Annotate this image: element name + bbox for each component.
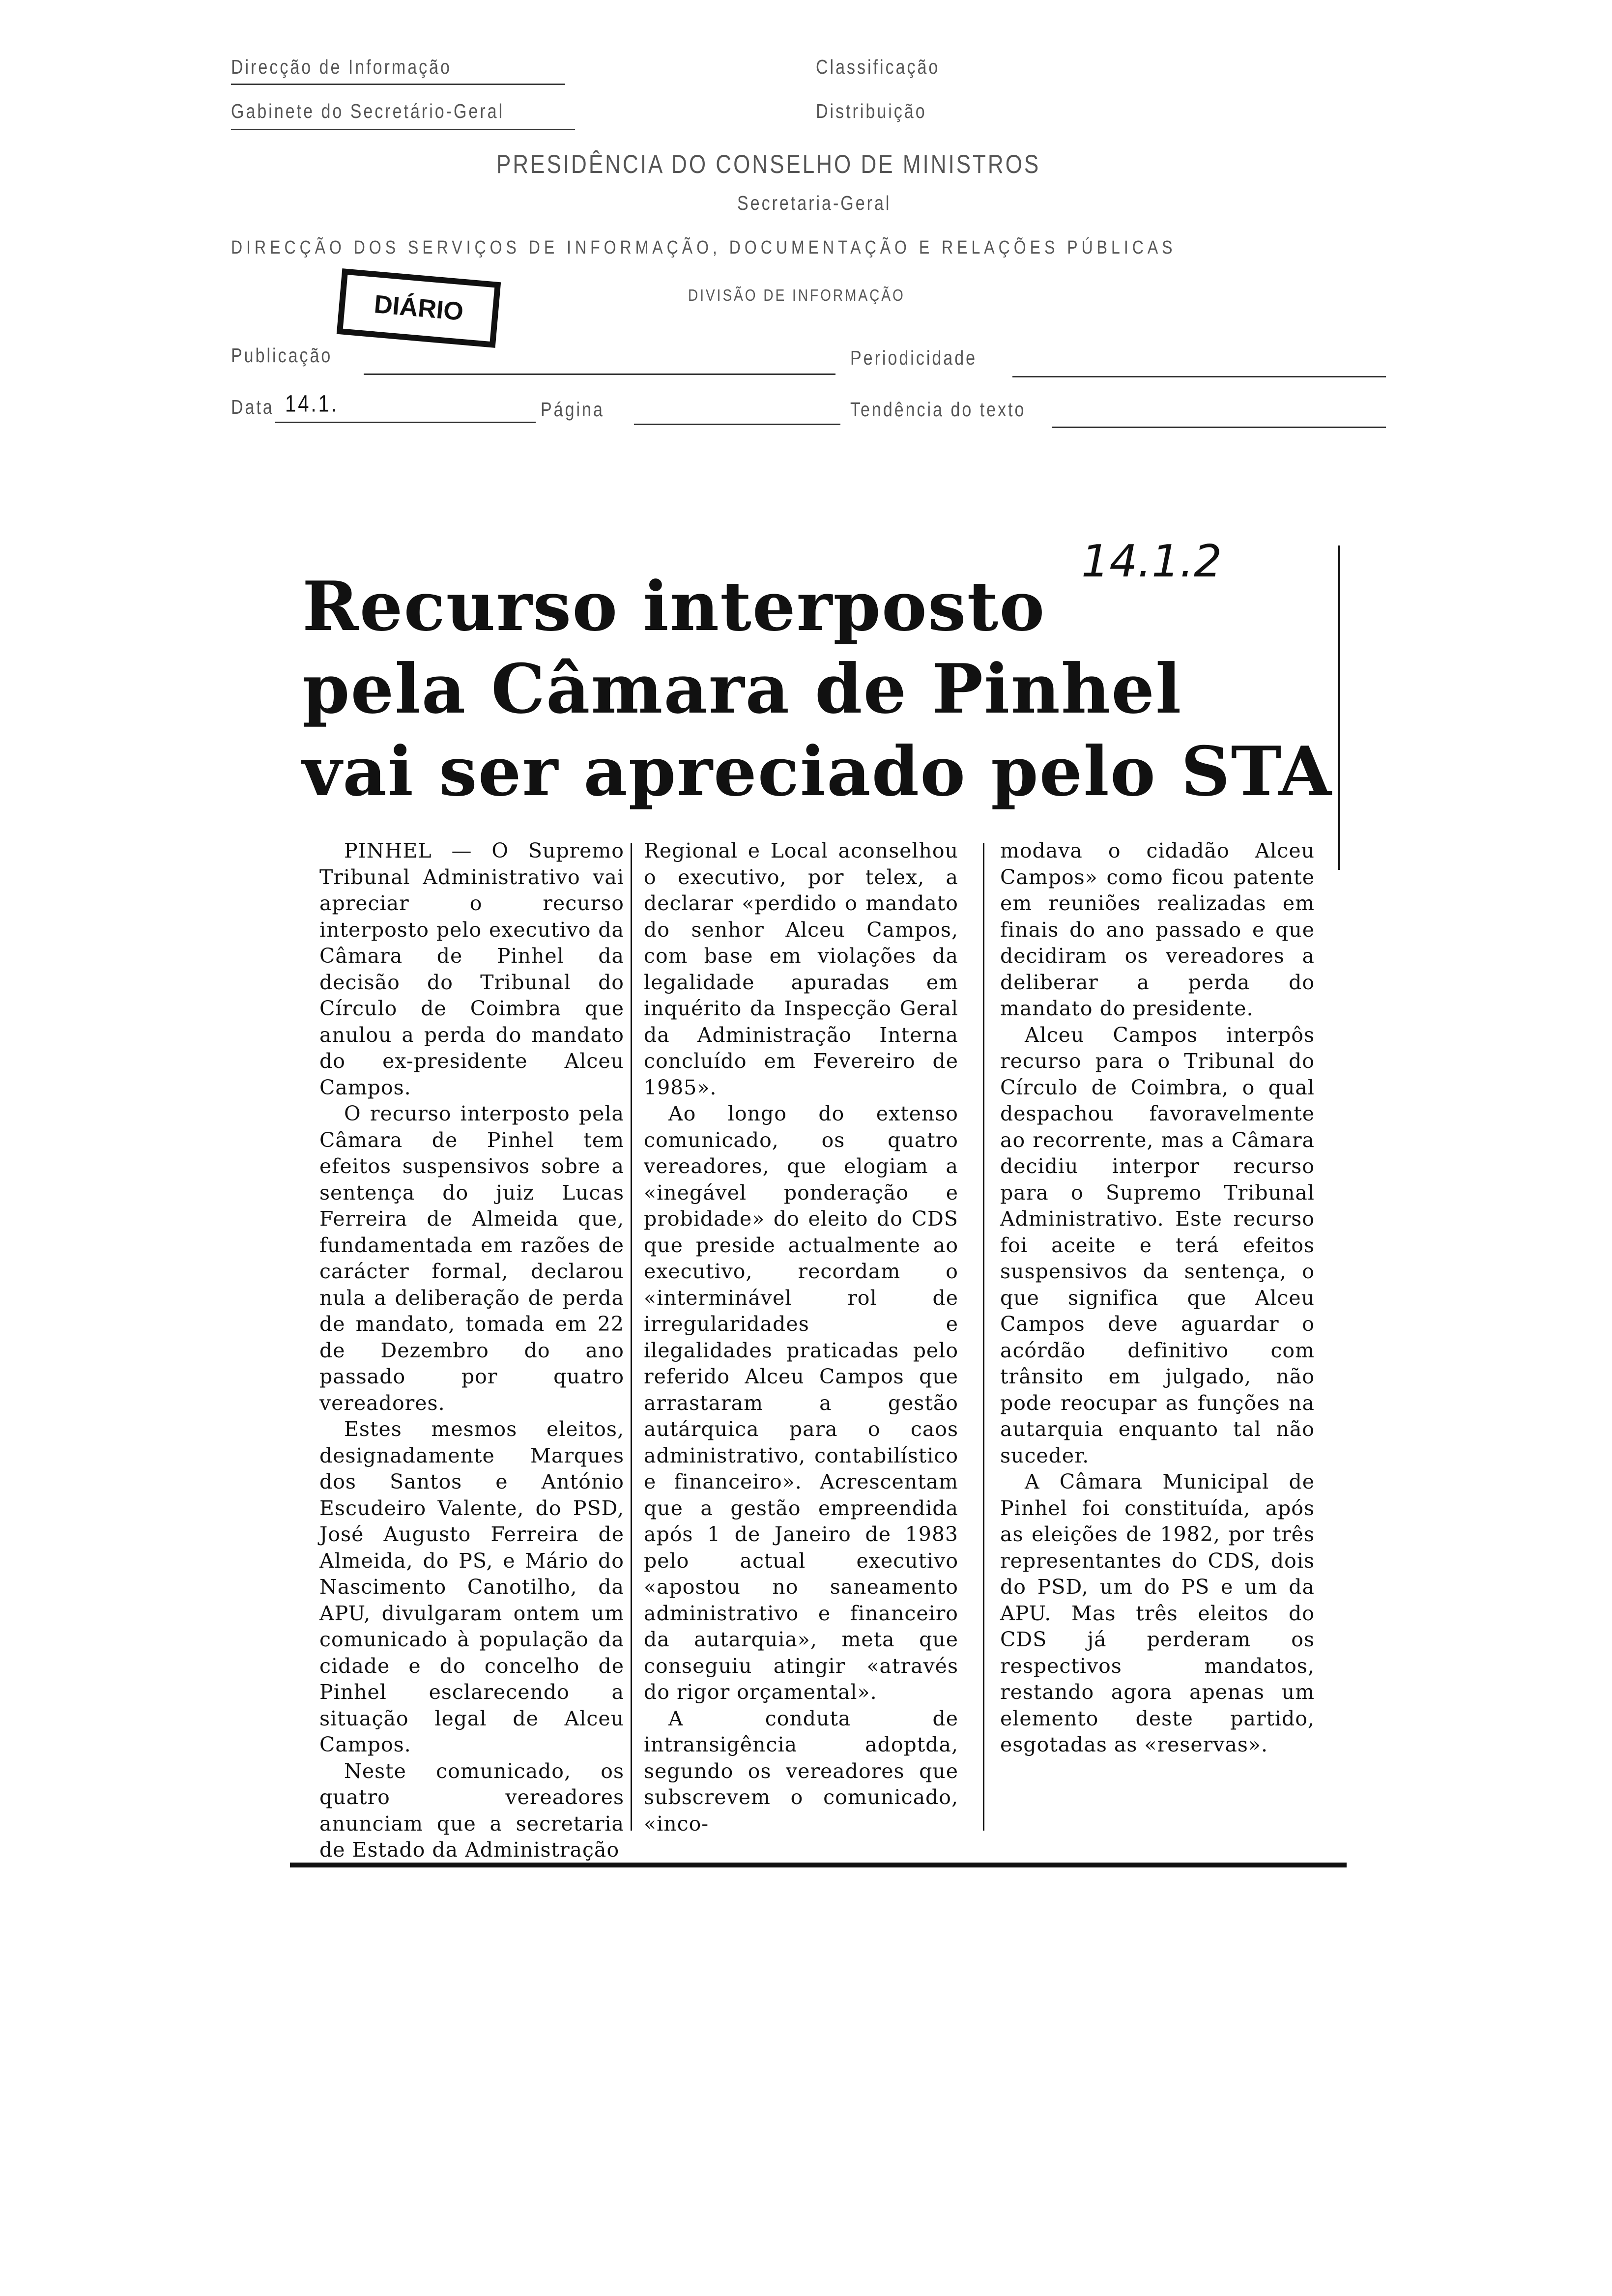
paragraph: A conduta de intransigência adoptda, segundo os vereadores que subscrevem o comunicado, «inco-: [644, 1706, 958, 1836]
paragraph: A Câmara Municipal de Pinhel foi constituída, após as eleições de 1982, por três representantes do CDS, dois do PSD, um do PS e um da APU. Mas três eleitos do CDS já perderam os respectivos mandatos, restando agora apenas um elemento deste partido, esgotadas as «reservas».: [1000, 1470, 1315, 1756]
publication-label: Publicação: [231, 344, 333, 367]
paragraph: Alceu Campos interpôs recurso para o Tribunal do Círculo de Coimbra, o qual despachou favoravelmente ao recorrente, mas a Câmara decidiu interpor recurso para o Supremo Tribunal Administrativo. Este recurso foi aceite e terá efeitos suspensivos da sentença, o que significa que Alceu Campos deve aguardar o acórdão definitivo com trânsito em julgado, não pode reocupar as funções na autarquia enquanto tal não suceder.: [1000, 1023, 1315, 1467]
publication-field: [364, 373, 835, 375]
ministry-heading: PRESIDÊNCIA DO CONSELHO DE MINISTROS: [496, 150, 1041, 179]
classification-label: Classificação: [816, 56, 940, 79]
date-value: 14.1.: [285, 391, 339, 417]
column-divider: [983, 843, 984, 1831]
secretariat-heading: Secretaria-Geral: [737, 192, 892, 215]
directorate-heading: DIRECÇÃO DOS SERVIÇOS DE INFORMAÇÃO, DOCUMENTAÇÃO E RELAÇÕES PÚBLICAS: [231, 236, 1177, 258]
tendency-field: [1052, 427, 1386, 428]
division-heading: DIVISÃO DE INFORMAÇÃO: [688, 286, 905, 304]
paragraph: modava o cidadão Alceu Campos» como ficou patente em reuniões realizadas em finais do ano passado e que decidiram os vereadores a deliberar a perda do mandato do presidente.: [1000, 839, 1315, 1020]
paragraph: PINHEL — O Supremo Tribunal Administrativo vai apreciar o recurso interposto pelo executivo da Câmara de Pinhel da decisão do Tribunal do Círculo de Coimbra que anulou a perda do mandato do ex-presidente Alceu Campos.: [319, 839, 624, 1099]
article-headline: [302, 565, 1334, 813]
periodicity-label: Periodicidade: [850, 347, 978, 370]
diario-stamp: DIÁRIO: [337, 268, 501, 348]
date-field: [275, 422, 536, 423]
paragraph: Neste comunicado, os quatro vereadores anunciam que a secretaria de Estado da Administração: [319, 1759, 624, 1862]
paragraph: Estes mesmos eleitos, designadamente Marques dos Santos e António Escudeiro Valente, do PSD, José Augusto Ferreira de Almeida, do PS, e Mário do Nascimento Canotilho, da APU, divulgaram ontem um comunicado à população da cidade e do concelho de Pinhel esclarecendo a situação legal de Alceu Campos.: [319, 1417, 624, 1756]
article-column-2: [644, 838, 958, 1837]
headline-line-2: pela Câmara de Pinhel: [302, 649, 1182, 729]
paragraph: O recurso interposto pela Câmara de Pinhel tem efeitos suspensivos sobre a sentença do juiz Lucas Ferreira de Almeida que, fundamentada em razões de carácter formal, declarou nula a deliberação de perda de mandato, tomada em 22 de Dezembro do ano passado por quatro vereadores.: [319, 1102, 624, 1415]
article-bottom-rule: [290, 1863, 1347, 1867]
handwritten-note: 14.1.2: [1081, 536, 1222, 587]
paragraph: Ao longo do extenso comunicado, os quatro vereadores, que elogiam a «inegável ponderação e probidade» do eleito do CDS que preside actualmente ao executivo, recordam o «interminável rol de irregularidades e ilegalidades praticadas pelo referido Alceu Campos que arrastaram a gestão autárquica para o caos administrativo, contabilístico e financeiro». Acrescentam que a gestão empreendida após 1 de Janeiro de 1983 pelo actual executivo «apostou no saneamento administrativo e financeiro da autarquia», meta que conseguiu atingir «através do rigor orçamental».: [644, 1102, 958, 1704]
tendency-label: Tendência do texto: [850, 399, 1026, 421]
distribution-label: Distribuição: [816, 100, 927, 123]
headline-line-3: vai ser apreciado pelo STA: [302, 731, 1332, 811]
article-column-3: [1000, 838, 1315, 1758]
column-divider: [631, 843, 632, 1831]
column-rule: [1338, 545, 1340, 870]
headline-line-1: Recurso interposto: [302, 566, 1046, 646]
divider: [231, 84, 565, 85]
date-label: Data: [231, 396, 274, 419]
page-field: [634, 424, 840, 425]
periodicity-field: [1012, 376, 1386, 377]
page-label: Página: [541, 399, 604, 421]
divider: [231, 129, 575, 130]
origin-line2: Gabinete do Secretário-Geral: [231, 100, 505, 123]
origin-line1: Direcção de Informação: [231, 56, 452, 79]
paragraph: Regional e Local aconselhou o executivo, por telex, a declarar «perdido o mandato do senhor Alceu Campos, com base em violações da legalidade apuradas em inquérito da Inspecção Geral da Administração Interna concluído em Fevereiro de 1985».: [644, 839, 958, 1099]
article-column-1: [319, 838, 624, 1864]
